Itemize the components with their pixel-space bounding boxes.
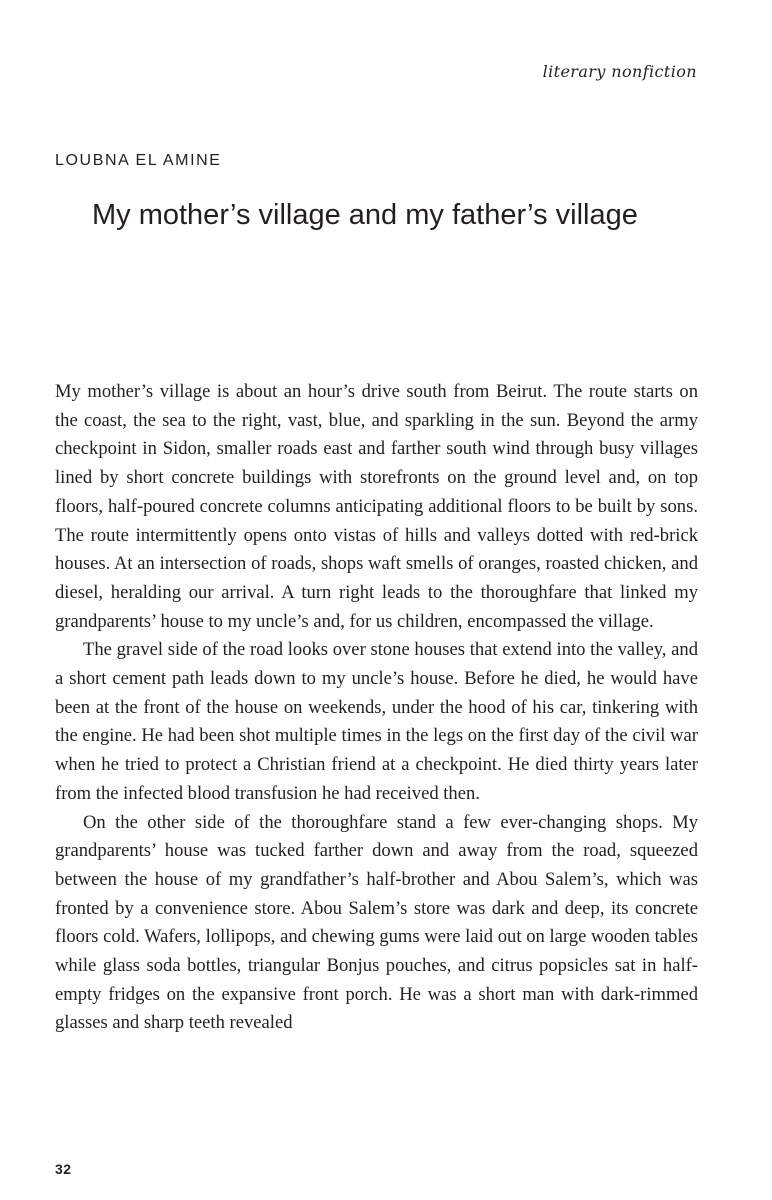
body-paragraph: The gravel side of the road looks over stone houses that extend into the valley, and a short cement path leads down to my uncle’s house. Before he died, he would have been at the front of the house on weekends, under the hood of his car, tinkering with the engine. He had been shot multiple times in the legs on the first day of the civil war when he tried to protect a Christian friend at a checkpoint. He died thirty years later from the infected blood transfusion he had received then. [55, 639, 698, 804]
article-title: My mother’s village and my father’s village [92, 199, 638, 231]
author-name: LOUBNA EL AMINE [55, 152, 222, 169]
article-body [55, 378, 698, 1038]
page-number: 32 [55, 1161, 72, 1177]
section-label: literary nonfiction [542, 62, 697, 81]
body-paragraph: My mother’s village is about an hour’s drive south from Beirut. The route starts on the coast, the sea to the right, vast, blue, and sparkling in the sun. Beyond the army checkpoint in Sidon, smaller roads east and farther south wind through busy villages lined by short concrete buildings with storefronts on the ground level and, on top floors, half-poured concrete columns anticipating additional floors to be built by sons. The route intermittently opens onto vistas of hills and valleys dotted with red-brick houses. At an intersection of roads, shops waft smells of oranges, roasted chicken, and diesel, heralding our arrival. A turn right leads to the thoroughfare that linked my grandparents’ house to my uncle’s and, for us children, encompassed the village. [55, 381, 698, 632]
body-paragraph: On the other side of the thoroughfare stand a few ever-changing shops. My grandparents’ house was tucked farther down and away from the road, squeezed between the house of my grandfather’s half-brother and Abou Salem’s, which was fronted by a convenience store. Abou Salem’s store was dark and deep, its concrete floors cold. Wafers, lollipops, and chewing gums were laid out on large wooden tables while glass soda bottles, triangular Bonjus pouches, and citrus popsicles sat in half-empty fridges on the expansive front porch. He was a short man with dark-rimmed glasses and sharp teeth revealed [55, 811, 698, 1034]
